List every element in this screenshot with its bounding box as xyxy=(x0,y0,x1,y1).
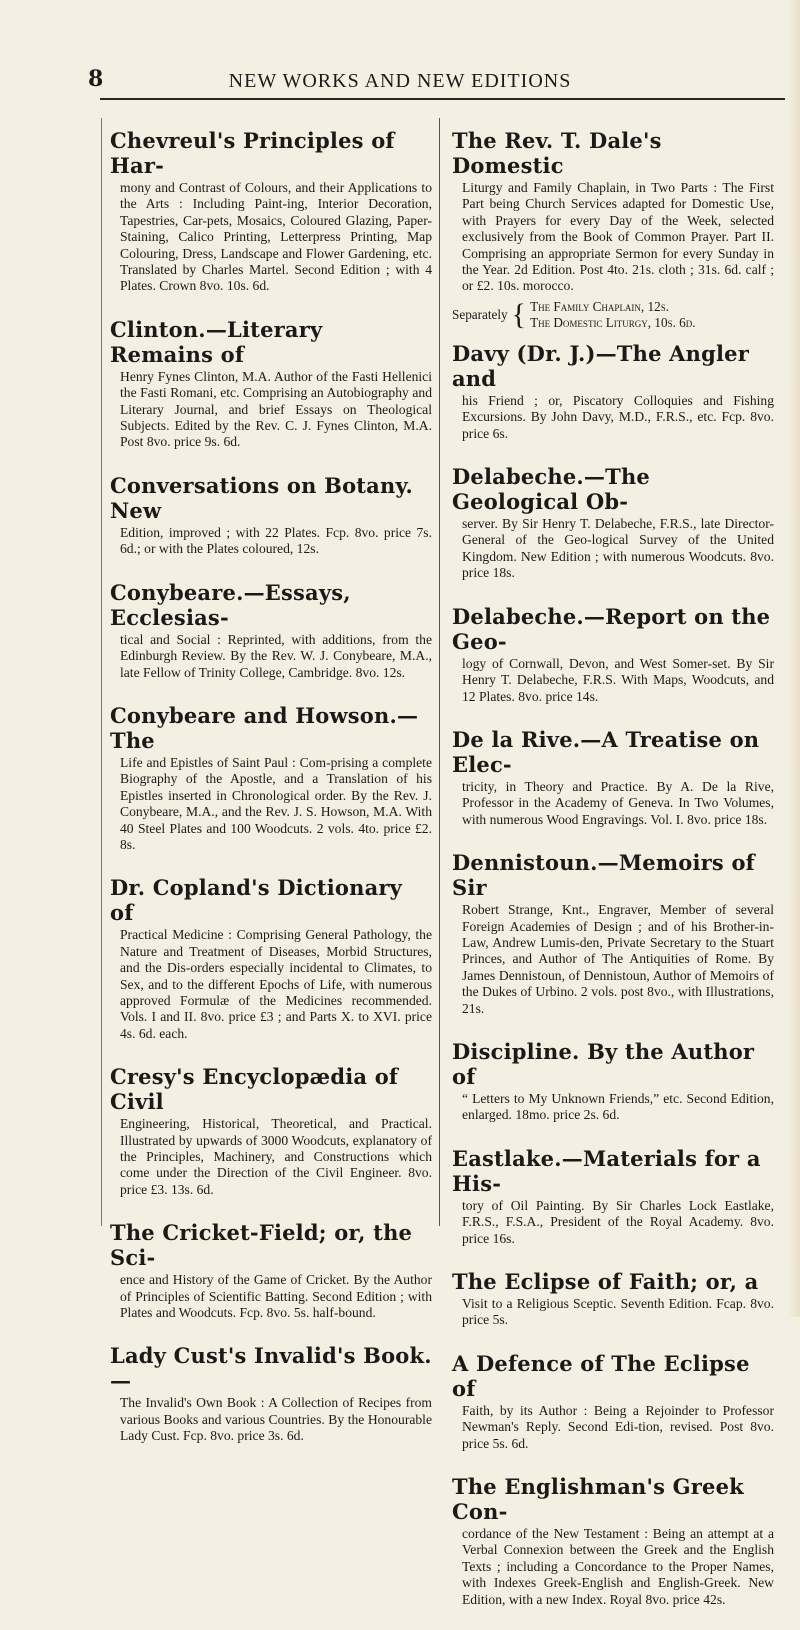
entry-title: The Rev. T. Dale's Domestic xyxy=(452,128,662,178)
entry-body: Life and Epistles of Saint Paul : Com-prising a complete Biography of the Apostle, and a Translation of his Epistles inserted in Chronological order. By the Rev. J. Conybeare, M.A., and the Rev. J. S. Howson, M.A. With 40 Steel Plates and 100 Woodcuts. 2 vols. 4to. price £2. 8s. xyxy=(120,754,432,852)
entry-greek-concordance xyxy=(452,1474,774,1608)
entry-de-la-rive xyxy=(452,727,774,828)
entry-delabeche-report xyxy=(452,604,774,705)
entry-body: Robert Strange, Knt., Engraver, Member of several Foreign Academies of Design ; and of his Brother-in-Law, Andrew Lumis-den, Private Secretary to the Stuart Princes, and Author of The Antiquities of Rome. By James Dennistoun, of Dennistoun, Author of Memoirs of the Dukes of Urbino. 2 vols. post 8vo., with Illustrations, 21s. xyxy=(462,902,774,1016)
running-title: NEW WORKS AND NEW EDITIONS xyxy=(228,70,572,92)
entry-davy xyxy=(452,341,774,442)
entry-body: Liturgy and Family Chaplain, in Two Parts : The First Part being Church Services adapted for Domestic Use, with Prayers for every Day of the Week, selected exclusively from the Book of Common Prayer. Part II. Comprising an appropriate Sermon for every Sunday in the Year. 2d Edition. Post 4to. 21s. cloth ; 31s. 6d. calf ; or £2. 10s. morocco. xyxy=(462,180,774,294)
entry-conybeare-howson xyxy=(110,703,432,853)
separately-line-2: The Domestic Liturgy, 10s. 6d. xyxy=(530,314,696,330)
entry-title: Clinton.—Literary Remains of xyxy=(110,316,323,367)
entry-body: Visit to a Religious Sceptic. Seventh Edition. Fcap. 8vo. price 5s. xyxy=(462,1296,774,1328)
entry-body: Engineering, Historical, Theoretical, and Practical. Illustrated by upwards of 3000 Woodcuts, explanatory of the Principles, Machinery, and Constructions which come under the Direction of the Civil Engineer. 8vo. price £3. 13s. 6d. xyxy=(120,1116,432,1197)
entry-dennistoun xyxy=(452,850,774,1017)
entry-body: Practical Medicine : Comprising General Pathology, the Nature and Treatment of Diseases, Morbid Structures, and the Dis-orders especially incidental to Climates, to Sex, and to the different Epochs of Life, with numerous approved Formulæ of the Medicines recommended. Vols. I and II. 8vo. price £3 ; and Parts X. to XVI. price 4s. 6d. each. xyxy=(120,927,432,1041)
entry-body: tricity, in Theory and Practice. By A. De la Rive, Professor in the Academy of Geneva. In Two Volumes, with numerous Wood Engravings. Vol. I. 8vo. price 18s. xyxy=(462,778,774,827)
entry-body: logy of Cornwall, Devon, and West Somer-set. By Sir Henry T. Delabeche, F.R.S. With Maps, Woodcuts, and 12 Plates. 8vo. price 14s. xyxy=(462,655,774,704)
entry-chevreul xyxy=(110,128,432,295)
entry-body: server. By Sir Henry T. Delabeche, F.R.S., late Director-General of the Geo-logical Survey of the United Kingdom. New Edition ; with numerous Woodcuts. 8vo. price 18s. xyxy=(462,516,774,581)
entry-title: Davy (Dr. J.)—The Angler and xyxy=(452,340,750,391)
entry-botany xyxy=(110,473,432,558)
entry-copland xyxy=(110,875,432,1042)
entry-title: The Eclipse of Faith; or, a xyxy=(452,1269,759,1294)
entry-delabeche-observer xyxy=(452,464,774,582)
entry-body: “ Letters to My Unknown Friends,” etc. Second Edition, enlarged. 18mo. price 2s. 6d. xyxy=(462,1090,774,1123)
entry-title: Discipline. By the Author of xyxy=(452,1038,755,1089)
entry-eastlake xyxy=(452,1146,774,1247)
entry-body: mony and Contrast of Colours, and their Applications to the Arts : Including Paint-ing, Interior Decoration, Tapestries, Car-pets, Mosaics, Coloured Glazing, Paper-Staining, Calico Printing, Letterpress Printing, Map Colouring, Dress, Landscape and Flower Gardening, etc. Translated by Charles Martel. Second Edition ; with 4 Plates. Crown 8vo. 10s. 6d. xyxy=(120,180,432,294)
entry-title: The Englishman's Greek Con- xyxy=(452,1474,744,1525)
entry-defence-eclipse xyxy=(452,1351,774,1452)
entry-body: ence and History of the Game of Cricket. By the Author of Principles of Scientific Batting. Second Edition ; with Plates and Woodcuts. Fcp. 8vo. 5s. half-bound. xyxy=(120,1272,432,1321)
entry-discipline xyxy=(452,1039,774,1124)
entry-title: Dr. Copland's Dictionary of xyxy=(110,875,403,926)
entry-title: Delabeche.—Report on the Geo- xyxy=(452,603,771,654)
separately-lines xyxy=(530,299,696,331)
entry-title: De la Rive.—A Treatise on Elec- xyxy=(452,726,760,777)
entry-body: tory of Oil Painting. By Sir Charles Lock Eastlake, F.R.S., F.S.A., President of the Royal Academy. 8vo. price 16s. xyxy=(462,1197,774,1246)
right-column xyxy=(452,128,774,1630)
entry-cricket-field xyxy=(110,1220,432,1321)
page-number: 8 xyxy=(88,66,104,92)
entry-body: The Invalid's Own Book : A Collection of Recipes from various Books and various Countries. By the Honourable Lady Cust. Fcp. 8vo. price 3s. 6d. xyxy=(120,1395,432,1444)
entry-body: tical and Social : Reprinted, with additions, from the Edinburgh Review. By the Rev. W. J. Conybeare, M.A., late Fellow of Trinity College, Cambridge. 8vo. 12s. xyxy=(120,631,432,680)
entry-title: Chevreul's Principles of Har- xyxy=(110,128,395,178)
entry-body: cordance of the New Testament : Being an attempt at a Verbal Connexion between the Greek and the English Texts ; including a Concordance to the Proper Names, with Indexes Greek-English and English-Greek. New Edition, with a new Index. Royal 8vo. price 42s. xyxy=(462,1526,774,1607)
entry-title: Delabeche.—The Geological Ob- xyxy=(452,464,650,515)
entry-body: Henry Fynes Clinton, M.A. Author of the Fasti Hellenici the Fasti Romani, etc. Comprising an Autobiography and Literary Journal, and brief Essays on Theological Subjects. Edited by the Rev. C. J. Fynes Clinton, M.A. Post 8vo. price 9s. 6d. xyxy=(120,368,432,450)
left-margin-line xyxy=(101,118,102,1226)
entry-title: A Defence of The Eclipse of xyxy=(452,1350,750,1401)
entry-body: Edition, improved ; with 22 Plates. Fcp. 8vo. price 7s. 6d.; or with the Plates coloured, 12s. xyxy=(120,524,432,557)
entry-body: his Friend ; or, Piscatory Colloquies and Fishing Excursions. By John Davy, M.D., F.R.S., etc. Fcp. 8vo. price 6s. xyxy=(462,392,774,441)
brace-icon: { xyxy=(511,297,527,331)
column-divider xyxy=(439,118,440,1226)
entry-eclipse-of-faith xyxy=(452,1269,774,1329)
entry-clinton xyxy=(110,317,432,451)
separately-note xyxy=(452,299,774,331)
entry-title: Eastlake.—Materials for a His- xyxy=(452,1145,761,1196)
entry-title: The Cricket-Field; or, the Sci- xyxy=(110,1220,413,1271)
entry-title: Conybeare.—Essays, Ecclesias- xyxy=(110,579,351,630)
header-rule xyxy=(100,98,785,100)
entry-title: Dennistoun.—Memoirs of Sir xyxy=(452,850,755,901)
entry-body: Faith, by its Author : Being a Rejoinder to Professor Newman's Reply. Second Edi-tion, revised. Post 8vo. price 5s. 6d. xyxy=(462,1402,774,1451)
separately-label: Separately xyxy=(452,306,508,322)
page-edge-shadow xyxy=(788,0,800,1317)
entry-title: Conybeare and Howson.—The xyxy=(110,702,419,753)
entry-lady-cust xyxy=(110,1343,432,1444)
entry-dale xyxy=(452,128,774,331)
left-column xyxy=(110,128,432,1467)
entry-conybeare-essays xyxy=(110,580,432,681)
entry-title: Conversations on Botany. New xyxy=(110,472,413,523)
entry-title: Cresy's Encyclopædia of Civil xyxy=(110,1064,399,1115)
separately-line-1: The Family Chaplain, 12s. xyxy=(530,298,670,314)
entry-title: Lady Cust's Invalid's Book.— xyxy=(110,1343,432,1394)
entry-cresy xyxy=(110,1064,432,1198)
